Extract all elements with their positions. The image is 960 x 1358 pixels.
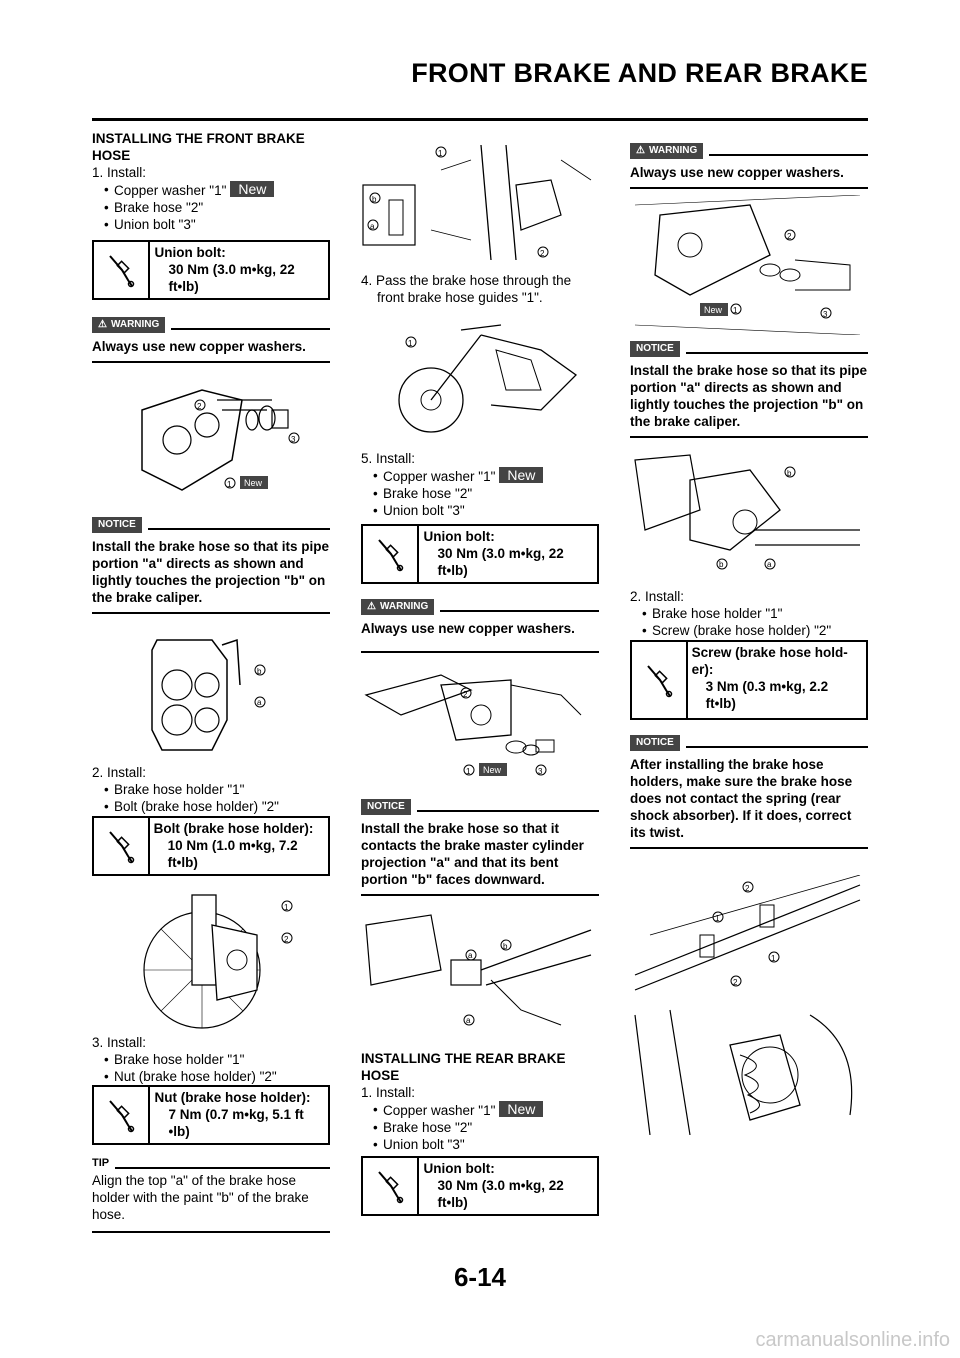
- step-1: 1. Install:: [92, 165, 147, 180]
- notice-label: NOTICE: [361, 799, 411, 815]
- list-item: • Brake hose holder "1": [92, 1051, 330, 1068]
- install-front-hose-text: [92, 130, 330, 233]
- caliper-pipe-figure: [132, 630, 282, 760]
- svg-text:b: b: [372, 195, 377, 204]
- svg-text:2: 2: [284, 935, 289, 944]
- svg-text:1: 1: [227, 480, 232, 489]
- master-cylinder-figure: [361, 655, 599, 785]
- svg-text:1: 1: [715, 914, 720, 923]
- warning-label: ⚠ WARNING: [92, 317, 165, 333]
- new-badge: New: [230, 181, 274, 197]
- svg-text:1: 1: [733, 306, 738, 315]
- notice-box: [630, 734, 868, 849]
- list-item: • Union bolt "3": [361, 1136, 599, 1153]
- warning-icon: ⚠: [367, 601, 376, 612]
- step-5: 5. Install:: [361, 451, 416, 466]
- torque-name: Union bolt:: [423, 1161, 495, 1176]
- svg-text:2: 2: [745, 884, 750, 893]
- svg-text:a: a: [466, 1016, 471, 1025]
- list-item: • Copper washer "1" New: [361, 467, 599, 485]
- svg-text:New: New: [704, 305, 723, 315]
- torque-wrench-icon: [363, 1158, 419, 1214]
- torque-spec-box: [92, 816, 330, 876]
- rear-caliper-washer-figure: [630, 195, 868, 335]
- svg-text:2: 2: [463, 690, 468, 699]
- svg-text:2: 2: [787, 232, 792, 241]
- svg-text:New: New: [244, 478, 263, 488]
- watermark: carmanualsonline.info: [755, 1329, 950, 1351]
- svg-text:3: 3: [823, 310, 828, 319]
- torque-name: Screw (brake hose hold-er):: [691, 645, 848, 677]
- svg-text:a: a: [370, 222, 375, 231]
- tip-text: Align the top "a" of the brake hose holder with the paint "b" of the brake hose.: [92, 1172, 330, 1233]
- notice-box: [630, 340, 868, 438]
- section-title-front-hose: INSTALLING THE FRONT BRAKE HOSE: [92, 131, 305, 163]
- torque-spec-box: [92, 240, 330, 300]
- install-step-2: [630, 588, 868, 639]
- step-4: 4. Pass the brake hose through the front brake hose guides "1".: [361, 273, 572, 305]
- warning-text: Always use new copper washers.: [630, 160, 868, 189]
- step-2: 2. Install:: [92, 765, 147, 780]
- list-item: • Union bolt "3": [361, 502, 599, 519]
- torque-wrench-icon: [94, 818, 150, 874]
- install-step-4: [361, 272, 599, 306]
- svg-text:1: 1: [284, 903, 289, 912]
- install-step-3: [92, 1034, 330, 1085]
- rear-caliper-pipe-figure: [630, 450, 868, 580]
- svg-text:3: 3: [291, 435, 296, 444]
- rear-shock-figure: [630, 1005, 868, 1135]
- new-badge: New: [499, 1101, 543, 1117]
- notice-text: Install the brake hose so that its pipe portion "a" directs as shown and lightly touches the projection "b" on the brake caliper.: [630, 358, 868, 438]
- warning-box: [630, 142, 868, 189]
- torque-wrench-icon: [363, 526, 419, 582]
- torque-value: 7 Nm (0.7 m•kg, 5.1 ft •lb): [168, 1107, 304, 1139]
- bike-front-figure: [391, 320, 591, 440]
- warning-text: Always use new copper washers.: [361, 616, 599, 653]
- svg-text:b: b: [503, 942, 508, 951]
- tip-label: TIP: [92, 1157, 110, 1169]
- torque-name: Nut (brake hose holder):: [154, 1090, 311, 1105]
- list-item: • Nut (brake hose holder) "2": [92, 1068, 330, 1085]
- notice-label: NOTICE: [630, 341, 680, 357]
- torque-name: Bolt (brake hose holder):: [153, 821, 314, 836]
- torque-wrench-icon: [94, 242, 150, 298]
- tip-box: [92, 1155, 330, 1233]
- svg-text:2: 2: [540, 249, 545, 258]
- svg-text:2: 2: [733, 978, 738, 987]
- step-1: 1. Install:: [361, 1085, 416, 1100]
- torque-value: 3 Nm (0.3 m•kg, 2.2 ft•lb): [705, 679, 829, 711]
- warning-box: [92, 316, 330, 363]
- new-badge: New: [499, 467, 543, 483]
- notice-text: After installing the brake hose holders, make sure the brake hose does not contact the spring (rear shock absorber). If it does, correct its twist.: [630, 752, 868, 849]
- torque-value: 30 Nm (3.0 m•kg, 22 ft•lb): [437, 546, 564, 578]
- svg-text:b: b: [257, 667, 262, 676]
- list-item: • Brake hose "2": [361, 1119, 599, 1136]
- svg-text:a: a: [468, 951, 473, 960]
- warning-label: ⚠ WARNING: [630, 143, 703, 159]
- svg-text:a: a: [767, 560, 772, 569]
- notice-box: [361, 798, 599, 896]
- list-item: • Brake hose "2": [92, 199, 330, 216]
- notice-text: Install the brake hose so that it contacts the brake master cylinder projection "a" and that its bent portion "b" faces downward.: [361, 816, 599, 896]
- step-3: 3. Install:: [92, 1035, 147, 1050]
- notice-box: [92, 516, 330, 614]
- list-item: • Bolt (brake hose holder) "2": [92, 798, 330, 815]
- notice-label: NOTICE: [92, 517, 142, 533]
- torque-spec-box: [361, 524, 599, 584]
- step-2: 2. Install:: [630, 589, 685, 604]
- svg-text:1: 1: [408, 339, 413, 348]
- torque-wrench-icon: [632, 642, 688, 718]
- install-step-5: [361, 450, 599, 519]
- torque-name: Union bolt:: [423, 529, 495, 544]
- svg-text:2: 2: [197, 402, 202, 411]
- fork-guide-figure: [361, 140, 599, 270]
- swingarm-holder-figure: [630, 875, 868, 995]
- install-step-2: [92, 764, 330, 815]
- list-item: • Copper washer "1" New: [361, 1101, 599, 1119]
- page-title: FRONT BRAKE AND REAR BRAKE: [411, 58, 868, 88]
- title-rule: [92, 118, 868, 121]
- warning-label: ⚠ WARNING: [361, 599, 434, 615]
- wheel-brake-holder-figure: [117, 890, 307, 1030]
- torque-name: Union bolt:: [154, 245, 226, 260]
- list-item: • Union bolt "3": [92, 216, 330, 233]
- torque-spec-box: [92, 1085, 330, 1145]
- page-number: 6-14: [453, 1262, 507, 1292]
- notice-label: NOTICE: [630, 735, 680, 751]
- notice-text: Install the brake hose so that its pipe portion "a" directs as shown and lightly touches the projection "b" on the brake caliper.: [92, 534, 330, 614]
- torque-spec-box: [361, 1156, 599, 1216]
- svg-text:1: 1: [771, 954, 776, 963]
- svg-text:3: 3: [538, 767, 543, 776]
- list-item: • Brake hose "2": [361, 485, 599, 502]
- list-item: • Screw (brake hose holder) "2": [630, 622, 868, 639]
- list-item: • Brake hose holder "1": [92, 781, 330, 798]
- svg-text:a: a: [257, 698, 262, 707]
- svg-text:New: New: [483, 765, 502, 775]
- warning-icon: ⚠: [98, 319, 107, 330]
- torque-spec-box: [630, 640, 868, 720]
- list-item: • Copper washer "1" New: [92, 181, 330, 199]
- torque-wrench-icon: [94, 1087, 150, 1143]
- svg-text:b: b: [787, 469, 792, 478]
- install-rear-hose-text: [361, 1050, 599, 1153]
- warning-icon: ⚠: [636, 145, 645, 156]
- torque-value: 30 Nm (3.0 m•kg, 22 ft•lb): [437, 1178, 564, 1210]
- caliper-washer-figure: [122, 370, 312, 505]
- warning-box: [361, 598, 599, 653]
- section-title-rear-hose: INSTALLING THE REAR BRAKE HOSE: [361, 1051, 566, 1083]
- torque-value: 10 Nm (1.0 m•kg, 7.2 ft•lb): [167, 838, 298, 870]
- torque-value: 30 Nm (3.0 m•kg, 22 ft•lb): [168, 262, 295, 294]
- svg-text:b: b: [719, 560, 724, 569]
- warning-text: Always use new copper washers.: [92, 334, 330, 363]
- master-cylinder-hose-figure: [361, 910, 599, 1035]
- list-item: • Brake hose holder "1": [630, 605, 868, 622]
- svg-text:1: 1: [438, 149, 443, 158]
- svg-text:1: 1: [466, 767, 471, 776]
